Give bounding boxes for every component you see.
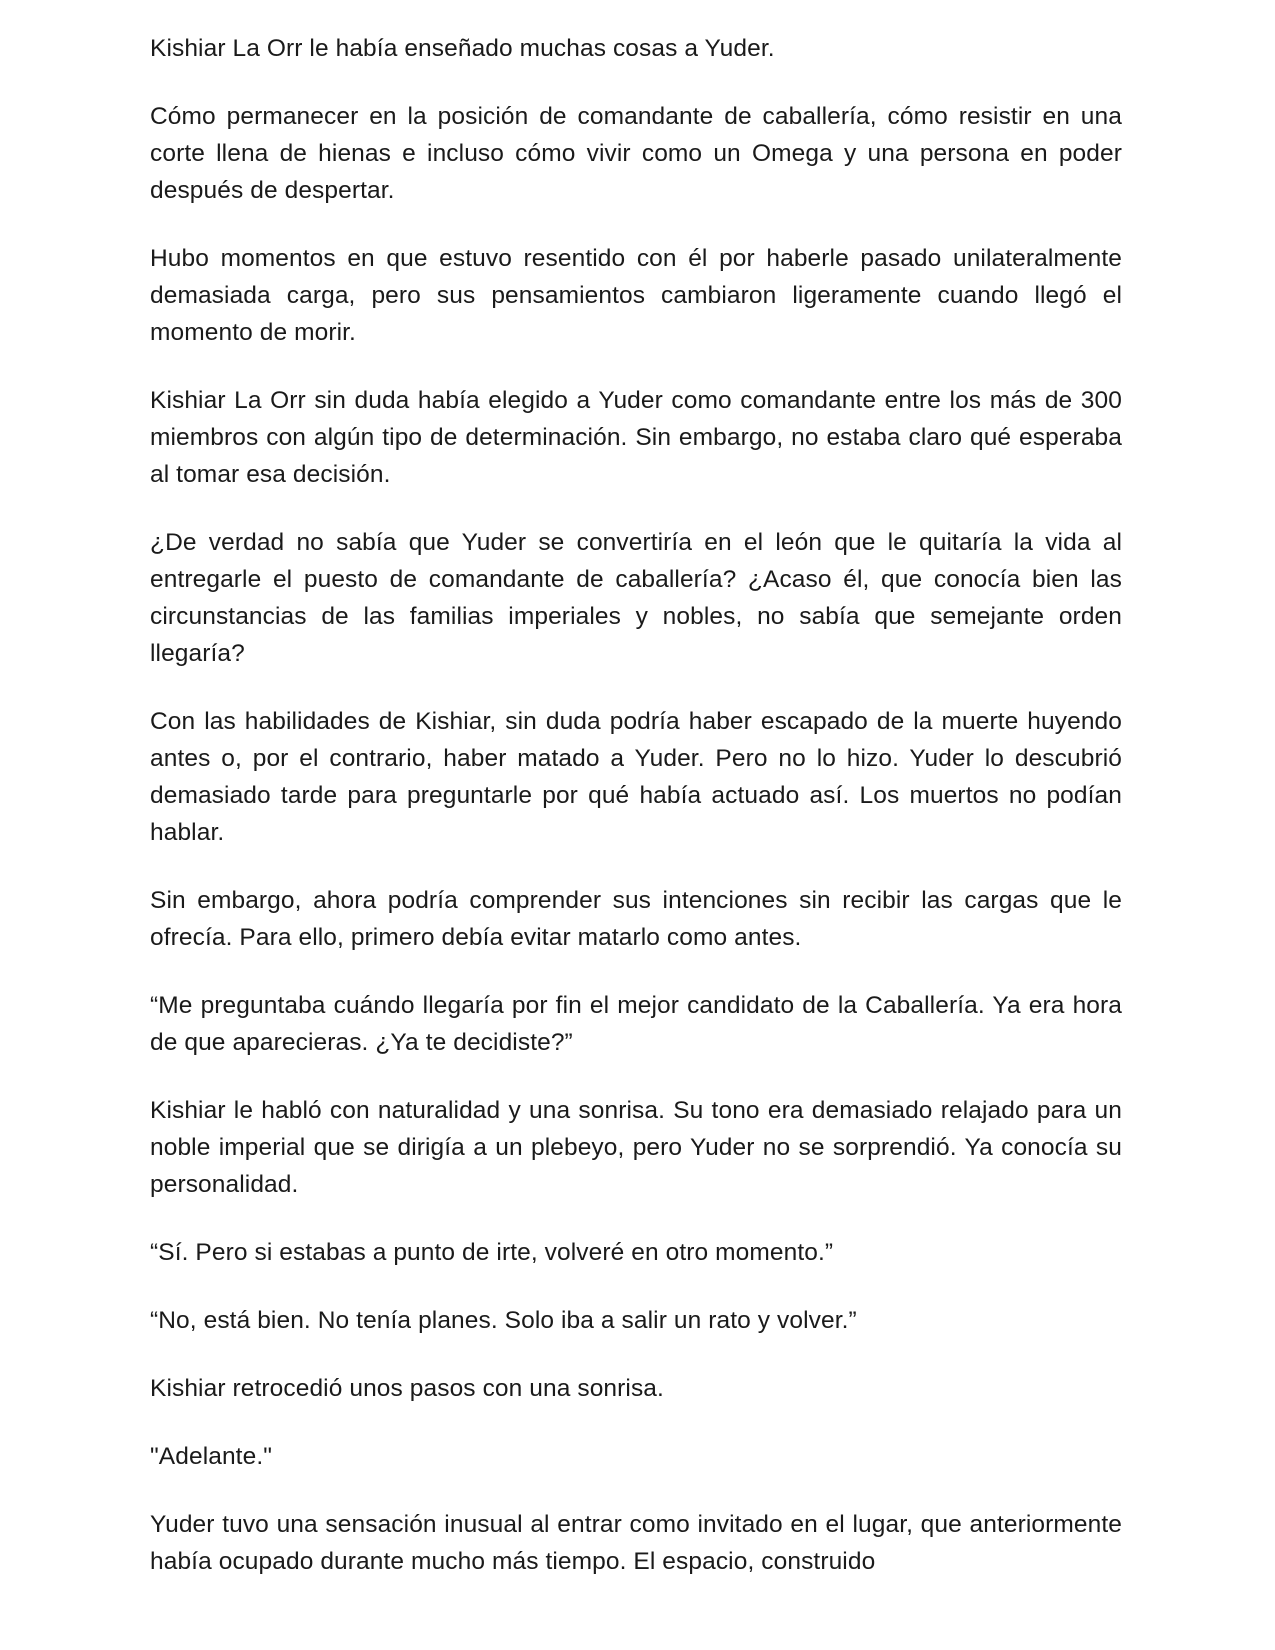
paragraph: Hubo momentos en que estuvo resentido con él por haberle pasado unilateralmente demasiada carga, pero sus pensamientos cambiaron ligeramente cuando llegó el momento de morir. [150, 245, 1122, 346]
paragraph: Kishiar La Orr le había enseñado muchas cosas a Yuder. [150, 35, 775, 62]
dialogue-paragraph: “No, está bien. No tenía planes. Solo iba a salir un rato y volver.” [150, 1307, 857, 1334]
dialogue-paragraph: "Adelante." [150, 1443, 273, 1470]
dialogue-paragraph: “Sí. Pero si estabas a punto de irte, volveré en otro momento.” [150, 1239, 834, 1266]
paragraph: Sin embargo, ahora podría comprender sus intenciones sin recibir las cargas que le ofrecía. Para ello, primero debía evitar matarlo como antes. [150, 887, 1122, 951]
paragraph: Kishiar le habló con naturalidad y una sonrisa. Su tono era demasiado relajado para un noble imperial que se dirigía a un plebeyo, pero Yuder no se sorprendió. Ya conocía su personalidad. [150, 1097, 1122, 1198]
dialogue-paragraph: “Me preguntaba cuándo llegaría por fin el mejor candidato de la Caballería. Ya era hora de que aparecieras. ¿Ya te decidiste?” [150, 992, 1122, 1056]
paragraph: Cómo permanecer en la posición de comandante de caballería, cómo resistir en una corte llena de hienas e incluso cómo vivir como un Omega y una persona en poder después de despertar. [150, 103, 1122, 204]
paragraph: ¿De verdad no sabía que Yuder se convertiría en el león que le quitaría la vida al entregarle el puesto de comandante de caballería? ¿Acaso él, que conocía bien las circunstancias de las familias imperiales y nobles, no sabía que semejante orden llegaría? [150, 529, 1122, 667]
paragraph: Con las habilidades de Kishiar, sin duda podría haber escapado de la muerte huyendo antes o, por el contrario, haber matado a Yuder. Pero no lo hizo. Yuder lo descubrió demasiado tarde para preguntarle por qué había actuado así. Los muertos no podían hablar. [150, 708, 1122, 846]
document-page [150, 30, 1122, 1580]
paragraph: Yuder tuvo una sensación inusual al entrar como invitado en el lugar, que anteriormente había ocupado durante mucho más tiempo. El espacio, construido [150, 1511, 1122, 1575]
paragraph: Kishiar La Orr sin duda había elegido a Yuder como comandante entre los más de 300 miembros con algún tipo de determinación. Sin embargo, no estaba claro qué esperaba al tomar esa decisión. [150, 387, 1122, 488]
paragraph: Kishiar retrocedió unos pasos con una sonrisa. [150, 1375, 664, 1402]
